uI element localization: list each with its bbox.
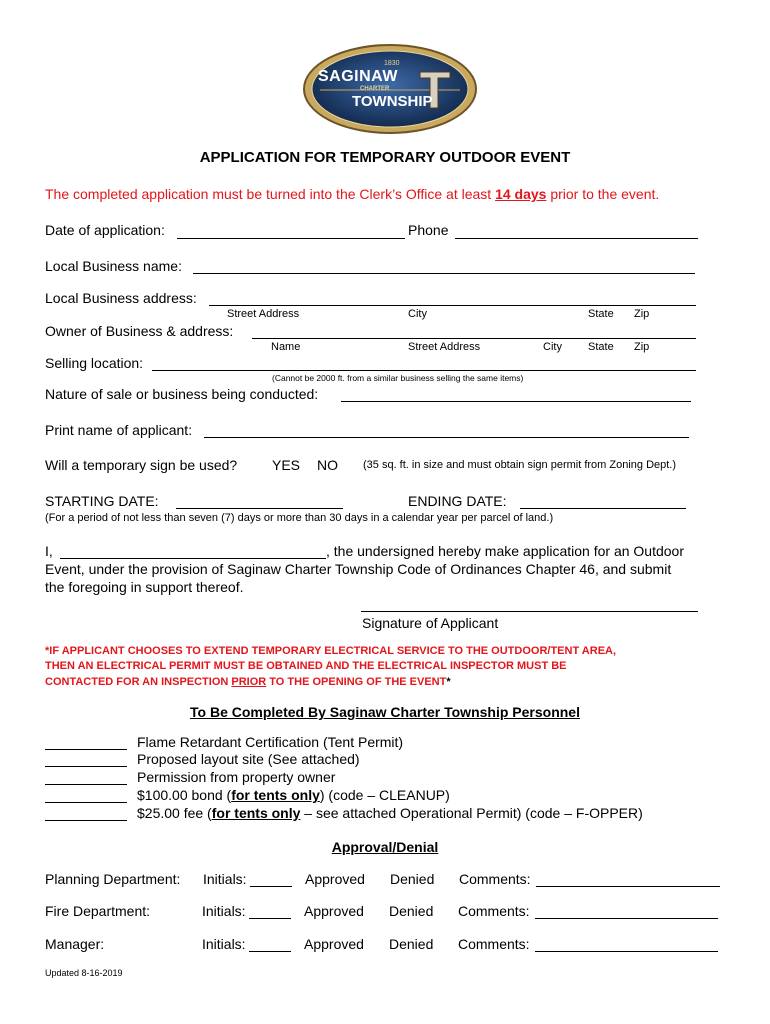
checklist-item-4-text: $100.00 bond ( [137,787,232,803]
approval-comments-field[interactable] [536,886,720,887]
owner-sub-state: State [588,341,614,353]
owner-sub-name: Name [271,341,301,353]
selling-location-label: Selling location: [45,355,144,371]
declaration-line3: the foregoing in support thereof. [45,579,244,595]
approval-initials-field[interactable] [249,918,291,919]
period-note: (For a period of not less than seven (7) days or more than 30 days in a calendar year per parcel of land.) [45,512,554,524]
checklist-item-2: Proposed layout site (See attached) [137,751,360,767]
checklist-blank-2[interactable] [45,766,127,767]
electrical-notice-text-3: CONTACTED FOR AN INSPECTION [45,676,232,688]
deadline-notice [45,186,659,202]
approval-dept: Planning Department: [45,871,181,887]
nature-field[interactable] [341,401,691,402]
approval-denied[interactable]: Denied [389,936,434,952]
checklist-blank-4[interactable] [45,802,127,803]
notice-text-end: prior to the event. [546,186,660,202]
electrical-notice-line3 [45,676,451,688]
owner-sub-city: City [543,341,562,353]
personnel-heading: To Be Completed By Saginaw Charter Township Personnel [190,704,580,720]
addr-sub-zip: Zip [634,308,650,320]
checklist-item-5-text-end: – see attached Operational Permit) (code – F-OPPER) [300,805,643,821]
addr-sub-state: State [588,308,614,320]
checklist-item-4-bold: for tents only [231,787,320,803]
electrical-notice-line2 [45,660,567,672]
township-logo [300,42,480,137]
approval-heading: Approval/Denial [331,839,439,855]
approval-comments-label: Comments: [458,903,530,919]
logo-text-year: 1830 [384,60,400,67]
business-address-field[interactable] [209,305,696,306]
print-name-field[interactable] [204,437,689,438]
starting-date-label: STARTING DATE: [45,493,159,509]
checklist-item-4 [137,787,450,803]
declaration-name-field[interactable] [60,558,326,559]
owner-field[interactable] [252,338,696,339]
nature-label: Nature of sale or business being conducted: [45,386,319,402]
addr-sub-city: City [408,308,427,320]
date-of-application-label: Date of application: [45,222,165,238]
starting-date-field[interactable] [176,508,343,509]
updated-footer: Updated 8-16-2019 [45,968,123,978]
declaration-line1: , the undersigned hereby make application for an Outdoor [326,543,685,559]
electrical-notice-prior: PRIOR [231,676,267,688]
selling-location-note: (Cannot be 2000 ft. from a similar business selling the same items) [272,373,524,383]
approval-dept: Manager: [45,936,105,952]
sign-question: Will a temporary sign be used? [45,457,238,473]
approval-initials-field[interactable] [249,951,291,952]
electrical-notice-line1 [45,645,616,657]
checklist-item-5-text: $25.00 fee ( [137,805,212,821]
owner-label: Owner of Business & address: [45,323,234,339]
date-of-application-field[interactable] [177,238,405,239]
approval-comments-label: Comments: [459,871,531,887]
ending-date-label: ENDING DATE: [408,493,507,509]
sign-note: (35 sq. ft. in size and must obtain sign permit from Zoning Dept.) [363,459,677,471]
declaration-i: I, [45,543,53,559]
signature-field[interactable] [361,611,698,612]
approval-approved[interactable]: Approved [304,936,364,952]
electrical-notice-text-4: TO THE OPENING OF THE EVENT [266,676,447,688]
logo-text-township: TOWNSHIP [352,93,433,110]
checklist-item-5-bold: for tents only [211,805,301,821]
checklist-item-4-text-end: ) (code – CLEANUP) [319,787,450,803]
checklist-item-5 [137,805,643,821]
checklist-blank-3[interactable] [45,784,127,785]
selling-location-field[interactable] [152,370,696,371]
owner-sub-zip: Zip [634,341,650,353]
approval-comments-field[interactable] [535,951,718,952]
checklist-item-1: Flame Retardant Certification (Tent Permit) [137,734,404,750]
electrical-notice-text-1: *IF APPLICANT CHOOSES TO EXTEND TEMPORARY ELECTRICAL SERVICE TO THE OUTDOOR/TENT AREA, [45,645,617,657]
approval-approved[interactable]: Approved [305,871,365,887]
approval-denied[interactable]: Denied [390,871,435,887]
phone-field[interactable] [455,238,698,239]
logo-text-charter: CHARTER [360,86,390,92]
phone-label: Phone [408,222,449,238]
approval-initials-field[interactable] [250,886,292,887]
electrical-notice-text-2: THEN AN ELECTRICAL PERMIT MUST BE OBTAINED AND THE ELECTRICAL INSPECTOR MUST BE [45,660,567,672]
signature-label: Signature of Applicant [362,615,499,631]
electrical-notice-star: * [446,676,451,688]
business-name-field[interactable] [193,273,695,274]
declaration-line2: Event, under the provision of Saginaw Charter Township Code of Ordinances Chapter 46, and submit [45,561,672,577]
approval-denied[interactable]: Denied [389,903,434,919]
approval-comments-field[interactable] [535,918,718,919]
approval-initials-label: Initials: [202,936,246,952]
approval-initials-label: Initials: [203,871,247,887]
approval-dept: Fire Department: [45,903,151,919]
checklist-item-3: Permission from property owner [137,769,336,785]
notice-days: 14 days [495,186,547,202]
business-name-label: Local Business name: [45,258,182,274]
sign-no-option[interactable]: NO [317,457,338,473]
addr-sub-street: Street Address [227,308,300,320]
page-title: APPLICATION FOR TEMPORARY OUTDOOR EVENT [199,149,571,166]
sign-yes-option[interactable]: YES [272,457,301,473]
ending-date-field[interactable] [520,508,686,509]
checklist-blank-5[interactable] [45,820,127,821]
business-address-label: Local Business address: [45,290,197,306]
print-name-label: Print name of applicant: [45,422,193,438]
approval-initials-label: Initials: [202,903,246,919]
checklist-blank-1[interactable] [45,749,127,750]
approval-comments-label: Comments: [458,936,530,952]
logo-text-saginaw: SAGINAW [318,68,398,85]
approval-approved[interactable]: Approved [304,903,364,919]
owner-sub-street: Street Address [408,341,481,353]
notice-text: The completed application must be turned into the Clerk’s Office at least [45,186,496,202]
